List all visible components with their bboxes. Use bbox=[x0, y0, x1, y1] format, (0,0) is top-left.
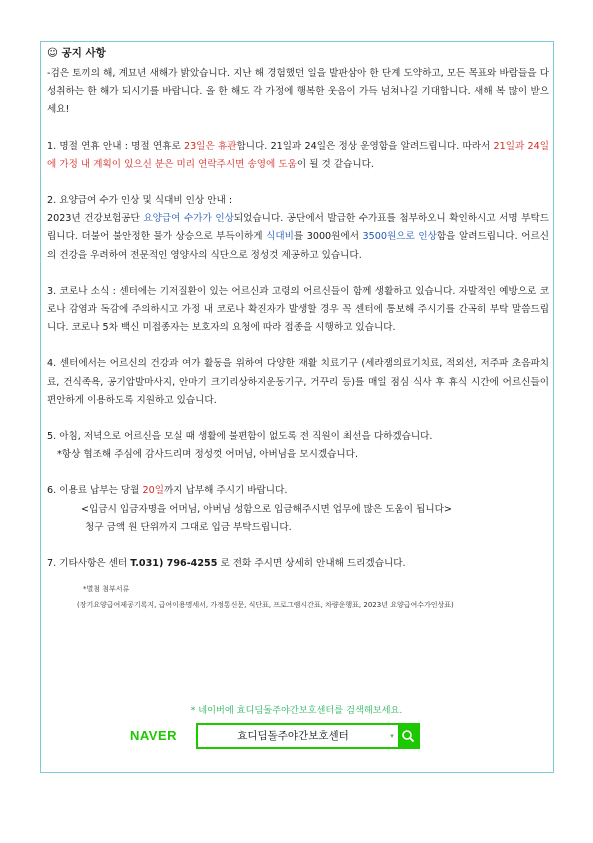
attachment-label: *별첨 첨부서류 bbox=[83, 585, 130, 594]
notice-title: ☺ 공지 사항 bbox=[47, 47, 106, 59]
item-7: 7. 기타사항은 센터 T.031) 796-4255 로 전화 주시면 상세히 안내해 드리겠습니다. bbox=[47, 558, 406, 570]
attachment-list: (장기요양급여제공기록지, 급여이용명세서, 가정통신문, 식단표, 프로그램시간표, 차량운행표, 2023년 요양급여수가인상표) bbox=[77, 601, 454, 610]
item-4: 4. 센터에서는 어르신의 건강과 여가 활동을 위하여 다양한 재활 치료기구 (세라잼의료기치료, 적외선, 저주파 초음파치료, 건식족욕, 공기압발마사지, 안마기 크기리상하지운동기구, 거꾸리 등)를 매일 점심 식사 후 휴식 시간에 어르신들이 편안하게 이용하도록 지원하고 있습니다. bbox=[47, 358, 549, 406]
dropdown-arrow-icon[interactable]: ▾ bbox=[390, 732, 394, 740]
search-button[interactable] bbox=[398, 725, 418, 747]
item-6-line-2: <입금시 입금자명을 어머님, 아버님 성함으로 입금해주시면 업무에 많은 도움이 됩니다> bbox=[81, 503, 452, 515]
search-icon bbox=[398, 725, 418, 747]
item-1: 1. 명절 연휴 안내 : 명절 연휴로 23일은 휴관합니다. 21일과 24일은 정상 운영함을 알려드립니다. 따라서 21일과 24일에 가정 내 계획이 있으신 분은 미리 연락주시면 송영에 도움이 될 것 같습니다. bbox=[47, 140, 549, 170]
naver-search-prompt: * 네이버에 효디딤돌주야간보호센터를 검색해보세요. bbox=[190, 705, 403, 716]
item-3: 3. 코로나 소식 : 센터에는 기저질환이 있는 어르신과 고령의 어르신들이 함께 생활하고 있습니다. 자발적인 예방으로 코로나 감염과 독감에 주의하시고 가정 내 코로나 확진자가 발생할 경우 꼭 센터에 통보해 주시기를 간곡히 부탁 말씀드립니다. 코로나 5차 백신 미접종자는 보호자의 요청에 따라 접종을 시행하고 있습니다. bbox=[47, 285, 549, 334]
item-2-heading: 2. 요양급여 수가 인상 및 식대비 인상 안내 : bbox=[47, 195, 233, 207]
item-5-line-2: *항상 협조해 주심에 감사드리며 정성껏 어머님, 아버님을 모시겠습니다. bbox=[57, 449, 359, 461]
item-5-line-1: 5. 아침, 저녁으로 어르신을 모실 때 생활에 불편함이 없도록 전 직원이 최선을 다하겠습니다. bbox=[47, 431, 433, 443]
item-2-body: 2023년 건강보험공단 요양급여 수가가 인상되었습니다. 공단에서 발급한 수가표를 첨부하오니 확인하시고 서명 부탁드립니다. 더불어 불안정한 물가 상승으로 부득이하게 식대비를 3000원에서 3500원으로 인상함을 알려드립니다. 어르신의 건강을 우려하여 전문적인 영양사의 식단으로 정성것 제공하고 있습니다. bbox=[47, 213, 549, 261]
intro-paragraph: -검은 토끼의 해, 계묘년 새해가 밝았습니다. 지난 해 경험했던 일을 발판삼아 한 단계 도약하고, 모든 목표와 바람들을 다 성취하는 한 해가 되시기를 바랍니다. 올 한 해도 각 가정에 행복한 웃음이 가득 넘쳐나길 기대합니다. 새해 복 많이 받으세요! bbox=[47, 68, 549, 116]
search-query[interactable]: 효디딤돌주야간보호센터 bbox=[237, 730, 349, 742]
notice-content bbox=[47, 46, 549, 611]
naver-search-box[interactable] bbox=[196, 723, 420, 749]
item-6-line-1: 6. 이용료 납부는 당월 20일까지 납부해 주시기 바랍니다. bbox=[47, 485, 288, 497]
item-6-line-3: 청구 금액 원 단위까지 그대로 입금 부탁드립니다. bbox=[85, 521, 292, 533]
naver-logo: NAVER bbox=[130, 728, 178, 743]
